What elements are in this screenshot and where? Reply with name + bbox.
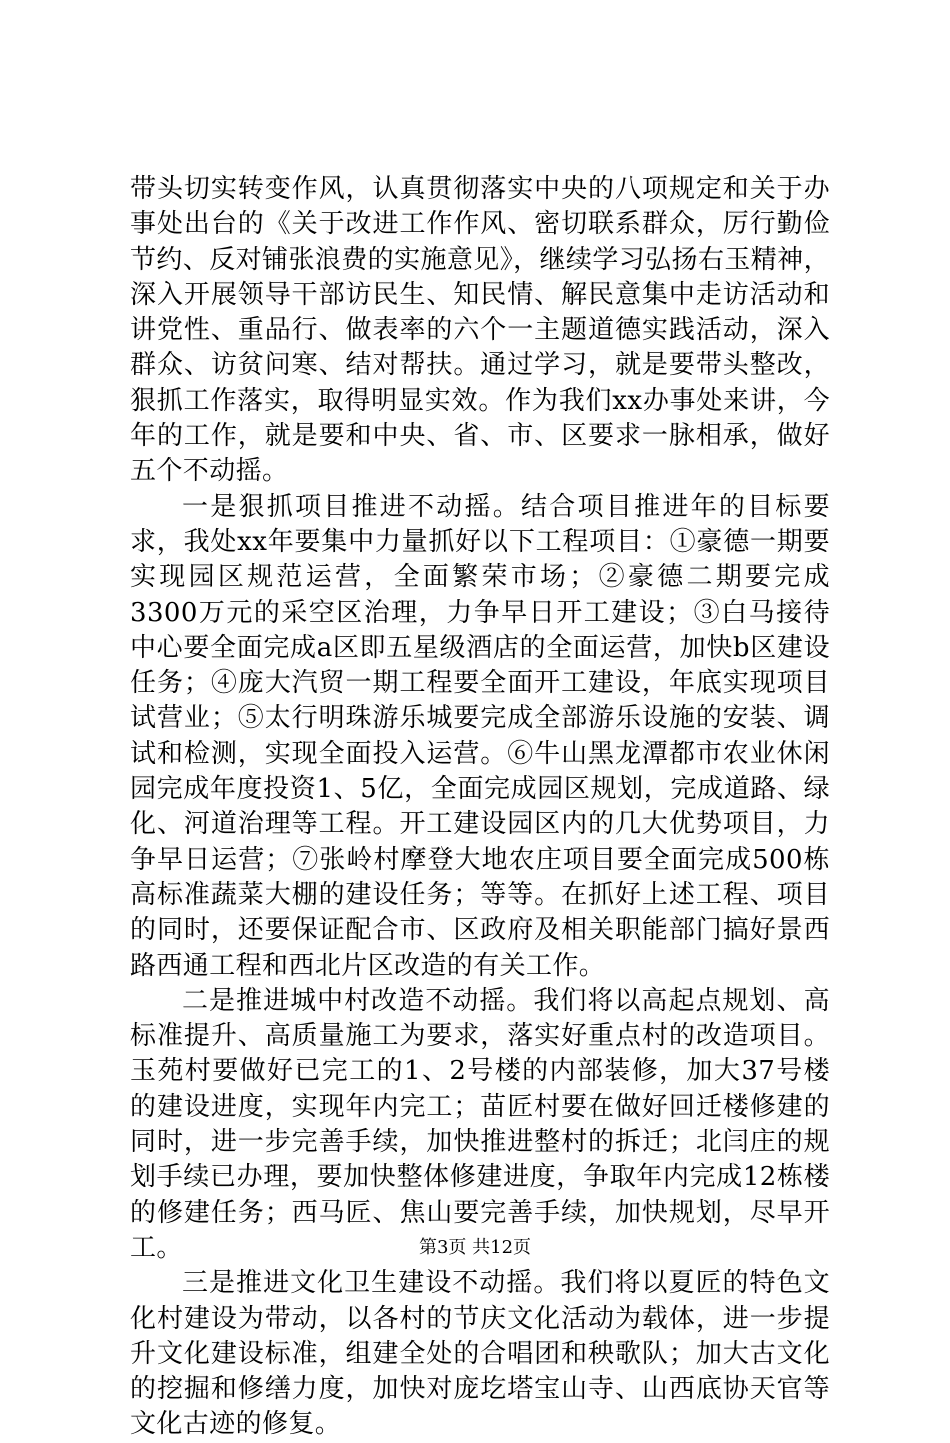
paragraph-3: 二是推进城中村改造不动摇。我们将以高起点规划、高标准提升、高质量施工为要求，落实好重点村的改造项目。玉苑村要做好已完工的1、2号楼的内部装修，加大37号楼的建设进度，实现年内完工；苗匠村要在做好回迁楼修建的同时，进一步完善手续，加快推进整村的拆迁；北闫庄的规划手续已办理，要加快整体修建进度，争取年内完成12栋楼的修建任务；西马匠、焦山要完善手续，加快规划，尽早开工。	[130, 985, 830, 1263]
paragraph-4: 三是推进文化卫生建设不动摇。我们将以夏匠的特色文化村建设为带动，以各村的节庆文化活动为载体，进一步提升文化建设标准，组建全处的合唱团和秧歌队；加大古文化的挖掘和修缮力度，加快对庞圪塔宝山寺、山西底协天官等文化古迹的修复。	[130, 1268, 830, 1440]
paragraph-2: 一是狠抓项目推进不动摇。结合项目推进年的目标要求，我处xx年要集中力量抓好以下工程项目：①豪德一期要实现园区规范运营，全面繁荣市场；②豪德二期要完成3300万元的采空区治理，力争早日开工建设；③白马接待中心要全面完成a区即五星级酒店的全面运营，加快b区建设任务；④庞大汽贸一期工程要全面开工建设，年底实现项目试营业；⑤太行明珠游乐城要完成全部游乐设施的安装、调试和检测，实现全面投入运营。⑥牛山黑龙潭都市农业休闲园完成年度投资1、5亿，全面完成园区规划，完成道路、绿化、河道治理等工程。开工建设园区内的几大优势项目，力争早日运营；⑦张岭村摩登大地农庄项目要全面完成500栋高标准蔬菜大棚的建设任务；等等。在抓好上述工程、项目的同时，还要保证配合市、区政府及相关职能部门搞好景西路西通工程和西北片区改造的有关工作。	[130, 491, 830, 981]
page-footer: 第3页 共12页	[418, 1237, 532, 1258]
paragraph-1: 带头切实转变作风，认真贯彻落实中央的八项规定和关于办事处出台的《关于改进工作作风、密切联系群众，厉行勤俭节约、反对铺张浪费的实施意见》，继续学习弘扬右玉精神，深入开展领导干部访民生、知民情、解民意集中走访活动和讲党性、重品行、做表率的六个一主题道德实践活动，深入群众、访贫问寒、结对帮扶。通过学习，就是要带头整改，狠抓工作落实，取得明显实效。作为我们xx办事处来讲，今年的工作，就是要和中央、省、市、区要求一脉相承，做好五个不动摇。	[130, 174, 830, 487]
